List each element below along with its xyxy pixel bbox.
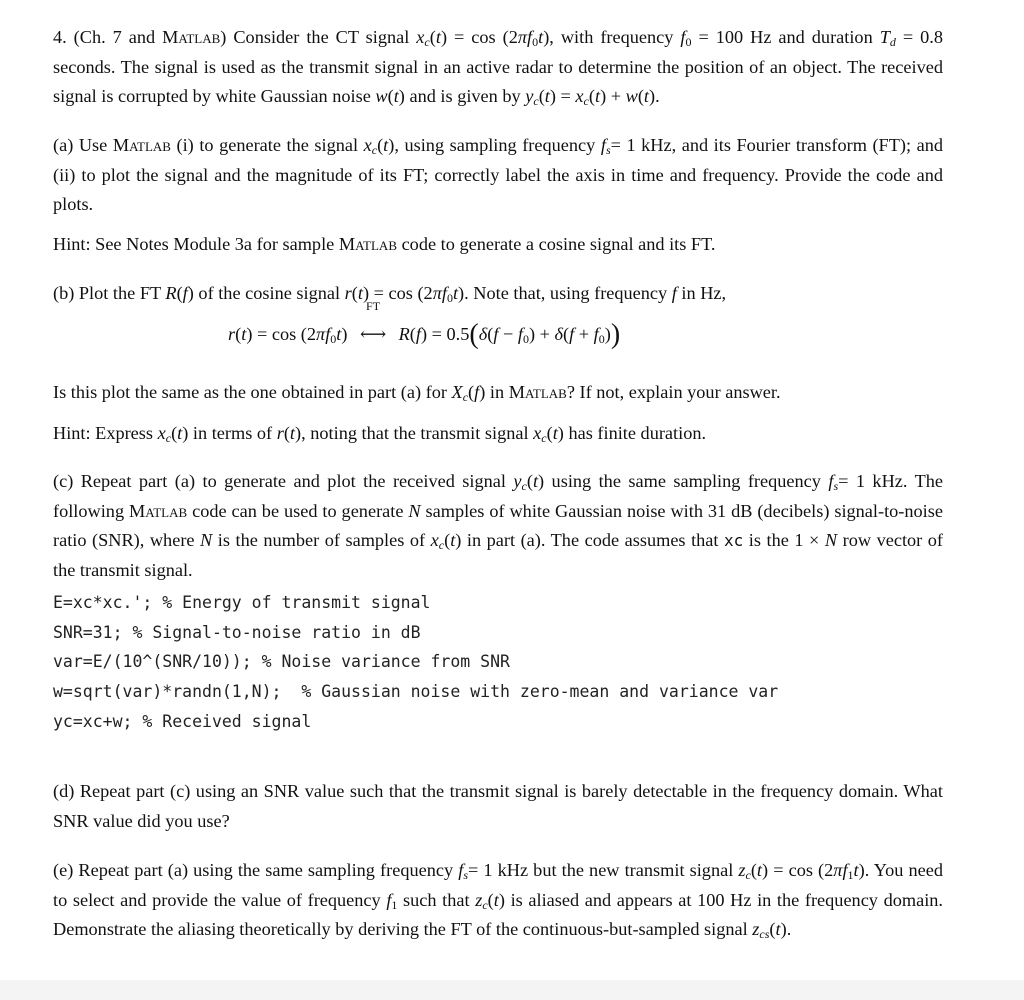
ft-arrow-icon: FT ⟷: [359, 299, 387, 344]
code-line: E=xc*xc.'; % Energy of transmit signal: [53, 593, 431, 612]
ft-equation: $r(t) = \cos (2\pi f_0t)$ FT ⟷ $R(f) = 0.5(\delta(f - f_0) + \delta(f + f_0))$: [228, 314, 620, 355]
code-line: SNR=31; % Signal-to-noise ratio in dB: [53, 622, 421, 642]
part-c: (c) Repeat part (a) to generate and plot the received signal $y_c(t)$ using the same sampling frequency $f_s= 1$ kHz. The following Matlab code can be used to generate N samples of white Gaussian noise with 31 dB (decibels) signal-to-noise ratio (SNR), where N is the number of samples of $x_c(t)$ in part (a). The code assumes that xc is the 1 × N row vector of the transmit signal.: [53, 471, 943, 580]
code-line: w=sqrt(var)*randn(1,N); % Gaussian noise with zero-mean and variance var: [53, 682, 779, 702]
part-b: (b) Plot the FT R(f) of the cosine signal $r(t) = \cos (2\pi f_0t)$. Note that, using frequency f in Hz,: [53, 283, 727, 305]
question-intro: 4. (Ch. 7 and Matlab) Consider the CT signal $x_c(t) = \cos (2\pi f_0t)$, with frequency $f_0 = 100$ Hz and duration $T_d = 0.8$ seconds. The signal is used as the transmit signal in an active radar to determine the position of an object. The received signal is corrupted by white Gaussian noise w(t) and is given by $y_c(t) = x_c(t) + w(t)$.: [53, 27, 943, 108]
matlab-code-block: [53, 588, 778, 737]
part-a: (a) Use Matlab (i) to generate the signal $x_c(t)$, using sampling frequency $f_s= 1$ kHz, and its Fourier transform (FT); and (ii) to plot the signal and the magnitude of its FT; correctly label the axis in time and frequency. Provide the code and plots.: [53, 135, 943, 214]
part-e: (e) Repeat part (a) using the same sampling frequency $f_s= 1$ kHz but the new transmit signal $z_c(t) = \cos (2\pi f_1t)$. You need to select and provide the value of frequency $f_1$ such that $z_c(t)$ is aliased and appears at 100 Hz in the frequency domain. Demonstrate the aliasing theoretically by deriving the FT of the continuous-but-sampled signal $z_{cs}(t)$.: [53, 860, 943, 941]
part-d: (d) Repeat part (c) using an SNR value such that the transmit signal is barely detectable in the frequency domain. What SNR value did you use?: [53, 781, 943, 831]
part-b-question: Is this plot the same as the one obtained in part (a) for $X_c(f)$ in Matlab? If not, explain your answer.: [53, 382, 781, 404]
code-line: var=E/(10^(SNR/10)); % Noise variance from SNR: [53, 652, 510, 672]
code-line: yc=xc+w; % Received signal: [53, 711, 312, 731]
hint-b: Hint: Express $x_c(t)$ in terms of r(t), noting that the transmit signal $x_c(t)$ has finite duration.: [53, 423, 707, 445]
hint-a: Hint: See Notes Module 3a for sample Matlab code to generate a cosine signal and its FT.: [53, 234, 716, 254]
page-bottom-strip: [0, 980, 1024, 1000]
